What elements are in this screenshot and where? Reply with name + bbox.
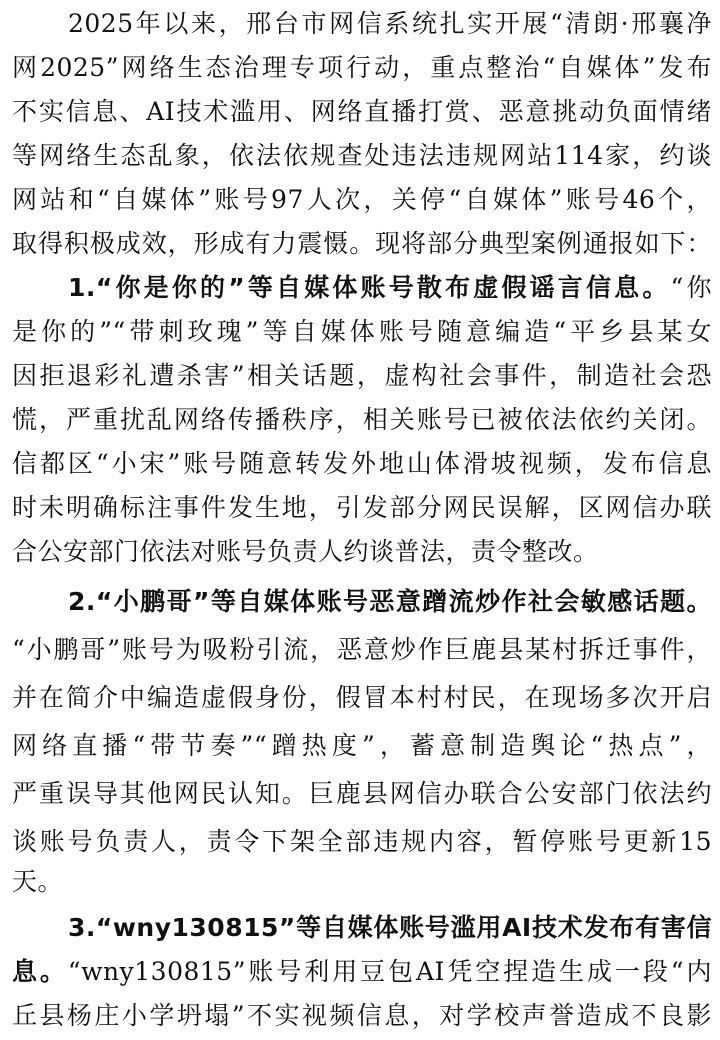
intro-line-3: 不实信息、AI技术滥用、网络直播打赏、恶意挑动负面情绪	[12, 97, 712, 126]
intro-line-1: 2025年以来，邢台市网信系统扎实开展“清朗·邢襄净	[68, 9, 712, 38]
case1-heading: 1.“你是你的”等自媒体账号散布虚假谣言信息。	[68, 273, 671, 302]
case1-line-5: 时未明确标注事件发生地，引发部分网民误解，区网信办联	[12, 493, 712, 522]
intro-line-6: 取得积极成效，形成有力震慑。现将部分典型案例通报如下：	[12, 229, 712, 258]
case3-heading-end: 息。	[12, 957, 68, 986]
case3-heading: 3.“wny130815”等自媒体账号滥用AI技术发布有害信	[68, 913, 712, 942]
case2-line-3: 网络直播“带节奏”“蹭热度”，蓄意制造舆论“热点”，	[12, 731, 712, 760]
case3-heading-line-2	[12, 950, 712, 994]
case1-line-3: 慌，严重扰乱网络传播秩序，相关账号已被依法依约关闭。	[12, 405, 712, 434]
case3-heading-rest: “wny130815”账号利用豆包AI凭空捏造生成一段“内	[67, 957, 712, 986]
case1-line-6: 合公安部门依法对账号负责人约谈普法，责令整改。	[12, 537, 599, 566]
case3-line-1: 丘县杨庄小学坍塌”不实视频信息，对学校声誉造成不良影	[12, 1001, 712, 1030]
case2-line-5: 谈账号负责人，责令下架全部违规内容，暂停账号更新15	[12, 827, 712, 856]
document-page	[12, 0, 712, 1040]
intro-line-5: 网站和“自媒体”账号97人次，关停“自媒体”账号46个，	[12, 185, 712, 214]
case2-line-4: 严重误导其他网民认知。巨鹿县网信办联合公安部门依法约	[12, 779, 712, 808]
case1-line-1: 是你的”“带刺玫瑰”等自媒体账号随意编造“平乡县某女	[12, 317, 712, 346]
case1-line-2: 因拒退彩礼遭杀害”相关话题，虚构社会事件，制造社会恐	[12, 361, 712, 390]
case2-line-1: “小鹏哥”账号为吸粉引流，恶意炒作巨鹿县某村拆迁事件，	[12, 635, 712, 664]
case1-heading-tail: “你	[670, 273, 712, 302]
intro-line-4: 等网络生态乱象，依法依规查处违法违规网站114家，约谈	[12, 141, 712, 170]
case2-heading: 2.“小鹏哥”等自媒体账号恶意蹭流炒作社会敏感话题。	[68, 587, 712, 616]
intro-line-2: 网2025”网络生态治理专项行动，重点整治“自媒体”发布	[12, 53, 712, 82]
case2-line-6: 天。	[12, 867, 64, 896]
case2-line-2: 并在简介中编造虚假身份，假冒本村村民，在现场多次开启	[12, 683, 712, 712]
case1-line-4: 信都区“小宋”账号随意转发外地山体滑坡视频，发布信息	[12, 449, 712, 478]
case1-heading-line	[68, 266, 712, 310]
